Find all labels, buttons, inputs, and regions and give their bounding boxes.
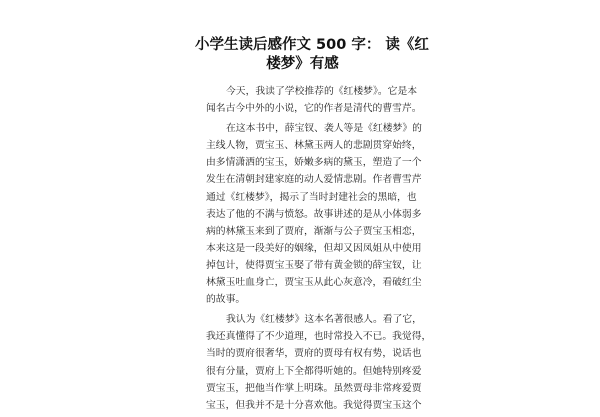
- text-line: 通过《红楼梦》，揭示了当时封建社会的黑暗，也: [206, 191, 417, 203]
- text-line: 我认为《红楼梦》这本名著很感人。看了它，: [226, 314, 422, 326]
- page-title: [195, 36, 429, 74]
- text-line: 本来这是一段美好的姻缘，但却又因凤姐从中使用: [206, 242, 422, 254]
- text-line: 林黛玉吐血身亡，贾宝玉从此心灰意冷，看破红尘: [206, 277, 422, 289]
- text-line: 宝玉，但我并不是十分喜欢他。我觉得贾宝玉这个: [206, 399, 422, 411]
- paragraph-3: [206, 311, 432, 414]
- text-line: 表达了他的不满与愤怒。故事讲述的是从小体弱多: [206, 208, 422, 220]
- text-line: 病的林黛玉来到了贾府，渐渐与公子贾宝玉相恋，: [206, 225, 422, 237]
- text-line: 在这本书中，薛宝钗、袭人等是《红楼梦》的: [226, 123, 422, 135]
- text-line: 的故事。: [206, 294, 246, 306]
- paragraph-2: [206, 120, 422, 308]
- text-line: 发生在清朝封建家庭的动人爱情悲剧。作者曹雪芹: [206, 174, 422, 186]
- essay-body: [206, 83, 432, 417]
- text-line: 由多情潇洒的宝玉，娇嫩多病的黛玉，塑造了一个: [206, 157, 422, 169]
- text-line: 我还真懂得了不少道理，也时常投入不已。我觉得，: [206, 331, 432, 343]
- paragraph-1: [206, 83, 422, 117]
- title-line-2: 楼梦》有感: [266, 56, 339, 72]
- text-line: 掉包计，使得贾宝玉娶了带有黄金锁的薛宝钗，让: [206, 259, 422, 271]
- title-line-1: 小学生读后感作文 500 字： 读《红: [195, 37, 429, 53]
- text-line: 当时的贾府很奢华，贾府的贾母有权有势，说话也: [206, 348, 422, 360]
- text-line: 贾宝玉，把他当作掌上明珠。虽然贾母非常疼爱贾: [206, 382, 422, 394]
- text-line: 主线人物，贾宝玉、林黛玉两人的悲剧贯穿始终，: [206, 140, 422, 152]
- text-line: 很有分量，贾府上下全都得听她的。但她特别疼爱: [206, 365, 422, 377]
- text-line: 今天，我读了学校推荐的《红楼梦》。它是本: [226, 86, 418, 97]
- text-line: 闻名古今中外的小说，它的作者是清代的曹雪芹。: [206, 103, 422, 115]
